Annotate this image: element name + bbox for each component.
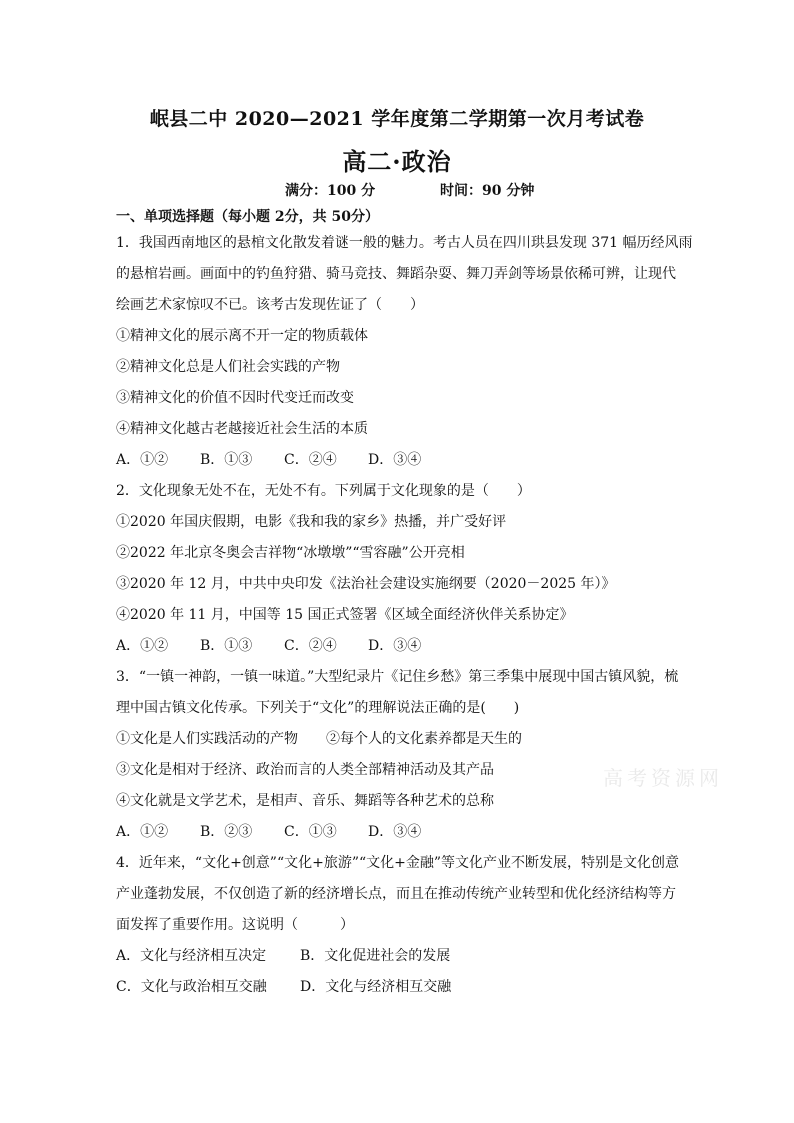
option-c[interactable]: C．①③ xyxy=(284,824,337,840)
statement-4: ④2020 年 11 月，中国等 15 国正式签署《区域全面经济伙伴关系协定》 xyxy=(116,607,574,623)
statement-3: ③文化是相对于经济、政治而言的人类全部精神活动及其产品 xyxy=(116,762,494,778)
statement-3: ③精神文化的价值不因时代变迁而改变 xyxy=(116,390,354,406)
option-d[interactable]: D．③④ xyxy=(368,638,422,654)
option-d[interactable]: D．③④ xyxy=(368,824,422,840)
option-d[interactable]: D．文化与经济相互交融 xyxy=(300,979,452,995)
question-4 xyxy=(116,848,686,1003)
exam-time: 时间：90 分钟 xyxy=(440,183,535,199)
exam-subtitle: 高二·政治 xyxy=(342,147,452,176)
option-b[interactable]: B．①③ xyxy=(200,452,253,468)
option-b[interactable]: B．①③ xyxy=(200,638,253,654)
option-c[interactable]: C．②④ xyxy=(284,452,337,468)
full-score: 满分：100 分 xyxy=(285,183,376,199)
answer-options xyxy=(116,817,686,848)
option-a[interactable]: A．①② xyxy=(116,452,169,468)
statement-4: ④文化就是文学艺术，是相声、音乐、舞蹈等各种艺术的总称 xyxy=(116,793,494,809)
statement-1: ①2020 年国庆假期，电影《我和我的家乡》热播，并广受好评 xyxy=(116,514,507,530)
answer-options xyxy=(116,445,686,476)
statement-2: ②2022 年北京冬奥会吉祥物“冰墩墩”“雪容融”公开亮相 xyxy=(116,545,465,561)
question-stem-line: 面发挥了重要作用。这说明（ ） xyxy=(116,917,354,933)
question-3 xyxy=(116,662,686,848)
answer-options-row-1 xyxy=(116,941,686,972)
question-stem-line: 1．我国西南地区的悬棺文化散发着谜一般的魅力。考古人员在四川珙县发现 371 幅历经风雨 xyxy=(116,235,693,251)
option-a[interactable]: A．①② xyxy=(116,824,169,840)
exam-title: 岷县二中 2020—2021 学年度第二学期第一次月考试卷 xyxy=(149,108,645,130)
question-stem-line: 产业蓬勃发展，不仅创造了新的经济增长点，而且在推动传统产业转型和优化经济结构等方 xyxy=(116,886,676,902)
option-b[interactable]: B．②③ xyxy=(200,824,253,840)
question-list xyxy=(116,228,693,1003)
option-c[interactable]: C．文化与政治相互交融 xyxy=(116,979,267,995)
question-2 xyxy=(116,476,686,662)
option-a[interactable]: A．文化与经济相互决定 xyxy=(116,948,267,964)
answer-options-row-2 xyxy=(116,972,686,1003)
statement-1-2: ①文化是人们实践活动的产物 ②每个人的文化素养都是天生的 xyxy=(116,731,522,747)
question-stem-line: 4．近年来，“文化+创意”“文化+旅游”“文化+金融”等文化产业不断发展，特别是文化创意 xyxy=(116,855,680,871)
watermark: 高考资源网 xyxy=(603,766,723,790)
question-stem-line: 理中国古镇文化传承。下列关于“文化”的理解说法正确的是( ) xyxy=(116,700,520,716)
question-stem-line: 3．“一镇一神韵，一镇一味道。”大型纪录片《记住乡愁》第三季集中展现中国古镇风貌，梳 xyxy=(116,669,679,685)
statement-1: ①精神文化的展示离不开一定的物质载体 xyxy=(116,328,368,344)
option-a[interactable]: A．①② xyxy=(116,638,169,654)
statement-3: ③2020 年 12 月，中共中央印发《法治社会建设实施纲要（2020－2025 年）》 xyxy=(116,576,616,592)
statement-4: ④精神文化越古老越接近社会生活的本质 xyxy=(116,421,368,437)
question-stem-line: 2．文化现象无处不在，无处不有。下列属于文化现象的是（ ） xyxy=(116,483,531,499)
question-stem-line: 绘画艺术家惊叹不已。该考古发现佐证了（ ） xyxy=(116,297,424,313)
question-stem-line: 的悬棺岩画。画面中的钓鱼狩猎、骑马竞技、舞蹈杂耍、舞刀弄剑等场景依稀可辨，让现代 xyxy=(116,266,676,282)
statement-2: ②精神文化总是人们社会实践的产物 xyxy=(116,359,340,375)
section-title: 一、单项选择题（每小题 2分，共 50分） xyxy=(116,209,379,225)
option-c[interactable]: C．②④ xyxy=(284,638,337,654)
option-d[interactable]: D．③④ xyxy=(368,452,422,468)
answer-options xyxy=(116,631,686,662)
question-1 xyxy=(116,228,693,476)
option-b[interactable]: B．文化促进社会的发展 xyxy=(300,948,451,964)
